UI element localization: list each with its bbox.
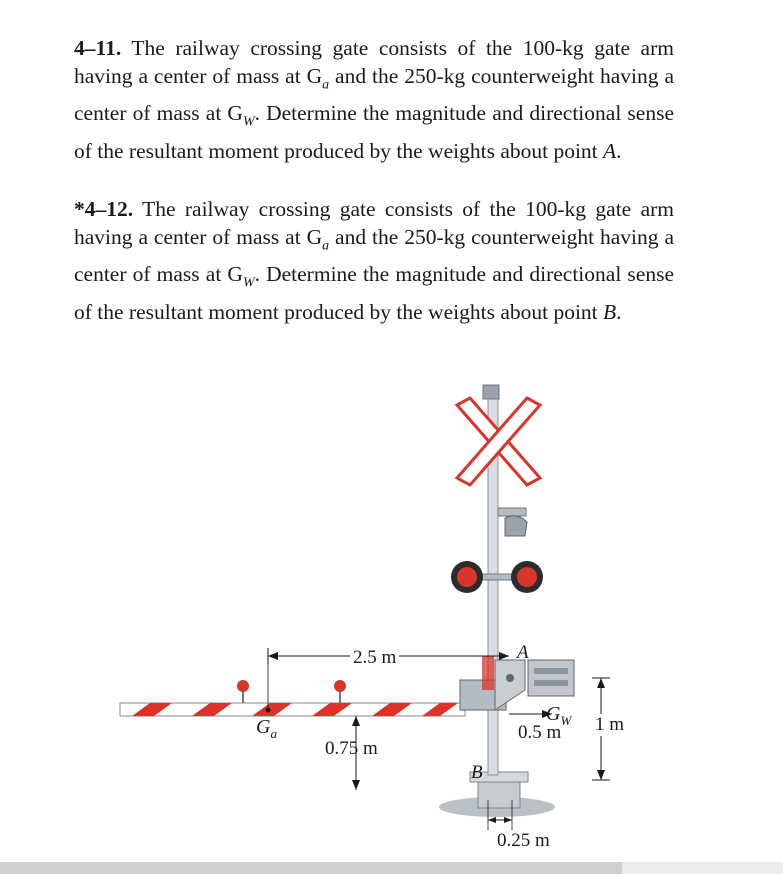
point-label: B bbox=[603, 299, 617, 324]
problem-4-12 bbox=[74, 195, 674, 326]
arm-light-1 bbox=[237, 680, 249, 692]
label-Gw: $G_W$ bbox=[546, 703, 572, 728]
signal-light-left-lens bbox=[457, 567, 477, 587]
problem-end: . bbox=[616, 299, 622, 324]
dim-label-base: 0.25 m bbox=[497, 830, 550, 851]
subscript-w: W bbox=[242, 275, 255, 291]
problem-text-2: and the 250-kg counterweight having a center of mass at G bbox=[74, 64, 674, 126]
pivot-plate bbox=[495, 660, 525, 710]
dim-label-arm: 2.5 m bbox=[350, 647, 399, 669]
problem-number: 4–11. bbox=[74, 36, 122, 60]
problem-4-11 bbox=[74, 34, 674, 165]
signal-light-right-lens bbox=[517, 567, 537, 587]
point-label: A bbox=[603, 138, 617, 163]
counterweight bbox=[528, 660, 574, 696]
problem-end: . bbox=[616, 138, 622, 163]
pole-top-cap bbox=[483, 385, 499, 399]
label-Ga: $G_a$ bbox=[256, 716, 277, 741]
subscript-a: a bbox=[322, 238, 330, 254]
pivot-A bbox=[506, 674, 514, 682]
figure-drawing bbox=[0, 360, 783, 874]
problem-text-3: . Determine the magnitude and directional sense of the resultant moment produced by the weights about point bbox=[74, 101, 674, 163]
dim-label-cw-vert: 1 m bbox=[595, 714, 625, 735]
ga-point bbox=[266, 708, 271, 713]
subscript-a: a bbox=[322, 77, 330, 93]
arm-light-2 bbox=[334, 680, 346, 692]
subscript-w: W bbox=[242, 114, 255, 130]
problem-text: The railway crossing gate consists of the 100-kg gate arm having a center of mass at G bbox=[74, 36, 674, 88]
dim-label-cw-horiz: 0.5 m bbox=[518, 722, 562, 743]
railway-gate-figure bbox=[0, 360, 783, 874]
bell bbox=[505, 516, 527, 536]
label-point-A: A bbox=[517, 642, 529, 663]
problem-number: *4–12. bbox=[74, 197, 134, 221]
gate-arm bbox=[120, 703, 465, 716]
scrollbar-track[interactable] bbox=[0, 862, 622, 874]
label-point-B: B bbox=[471, 762, 483, 783]
bell-bracket bbox=[498, 508, 526, 516]
problem-text-3: . Determine the magnitude and directional sense of the resultant moment produced by the weights about point bbox=[74, 262, 674, 324]
problem-text-2: and the 250-kg counterweight having a center of mass at G bbox=[74, 225, 674, 287]
footing bbox=[478, 780, 520, 808]
hinge-clamp bbox=[482, 656, 494, 690]
problem-text: The railway crossing gate consists of the 100-kg gate arm having a center of mass at G bbox=[74, 197, 674, 249]
dim-label-drop: 0.75 m bbox=[325, 738, 378, 759]
scrollbar-gap bbox=[622, 862, 783, 874]
